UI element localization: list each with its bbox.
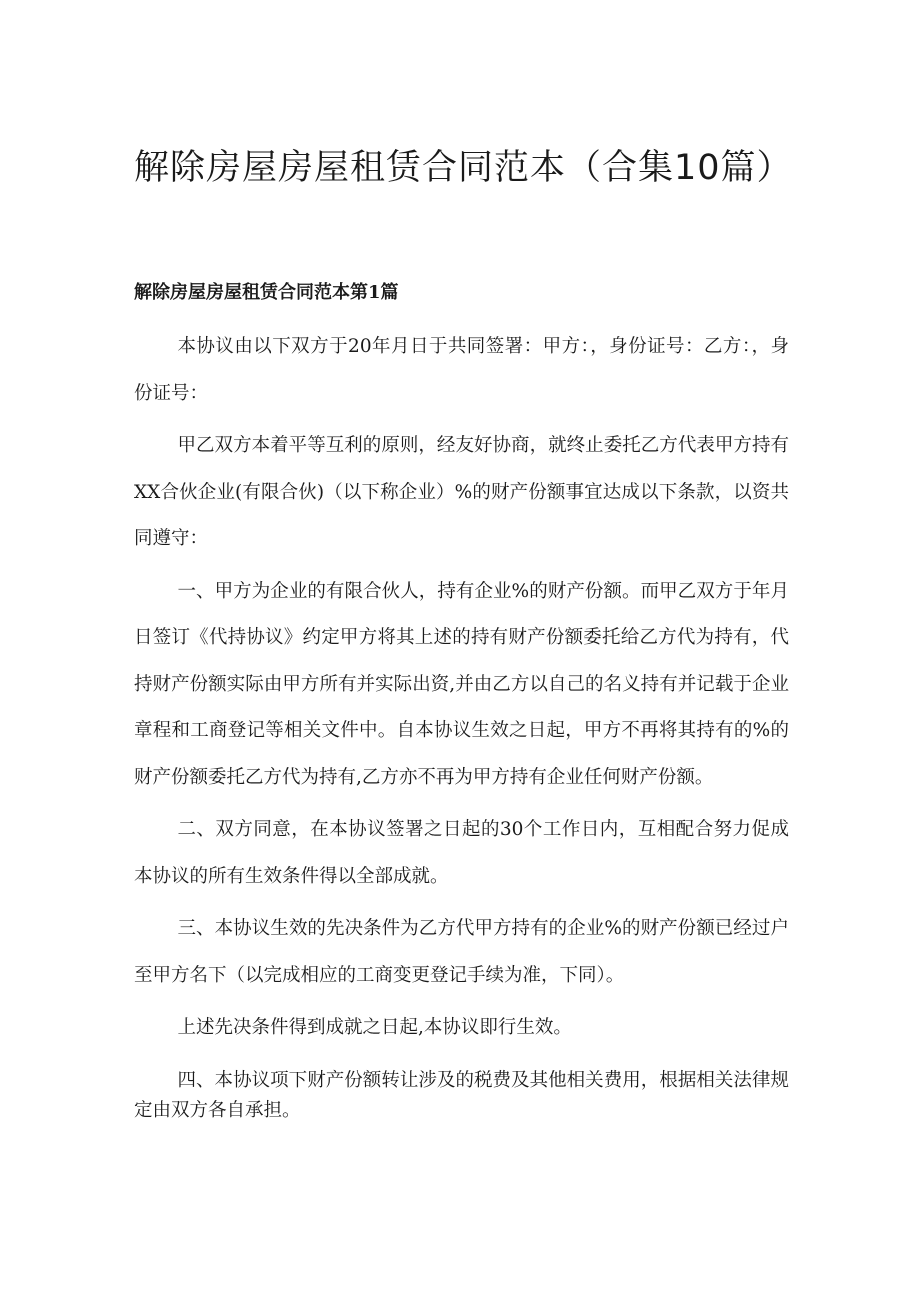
paragraph-parties: 本协议由以下双方于20年月日于共同签署：甲方：，身份证号：乙方：，身份证号： bbox=[134, 336, 789, 404]
paragraph-clause-2: 二、双方同意，在本协议签署之日起的30个工作日内，互相配合努力促成本协议的所有生效条件得以全部成就。 bbox=[134, 819, 789, 887]
document-body bbox=[134, 324, 789, 1126]
document-title: 解除房屋房屋租赁合同范本（合集10篇） bbox=[134, 148, 793, 188]
paragraph-clause-3: 三、本协议生效的先决条件为乙方代甲方持有的企业%的财产份额已经过户至甲方名下（以完成相应的工商变更登记手续为准，下同）。 bbox=[134, 918, 789, 986]
paragraph-clause-1: 一、甲方为企业的有限合伙人，持有企业%的财产份额。而甲乙双方于年月日签订《代持协议》约定甲方将其上述的持有财产份额委托给乙方代为持有，代持财产份额实际由甲方所有并实际出资,并由乙方以自己的名义持有并记载于企业章程和工商登记等相关文件中。自本协议生效之日起，甲方不再将其持有的%的财产份额委托乙方代为持有,乙方亦不再为甲方持有企业任何财产份额。 bbox=[134, 580, 789, 788]
paragraph-preamble: 甲乙双方本着平等互利的原则，经友好协商，就终止委托乙方代表甲方持有XX合伙企业(有限合伙)（以下称企业）%的财产份额事宜达成以下条款，以资共同遵守： bbox=[134, 435, 789, 549]
section-heading: 解除房屋房屋租赁合同范本第1篇 bbox=[134, 282, 399, 303]
paragraph-effectiveness: 上述先决条件得到成就之日起,本协议即行生效。 bbox=[177, 1017, 572, 1038]
paragraph-clause-4: 四、本协议项下财产份额转让涉及的税费及其他相关费用，根据相关法律规定由双方各自承担。 bbox=[134, 1069, 789, 1121]
